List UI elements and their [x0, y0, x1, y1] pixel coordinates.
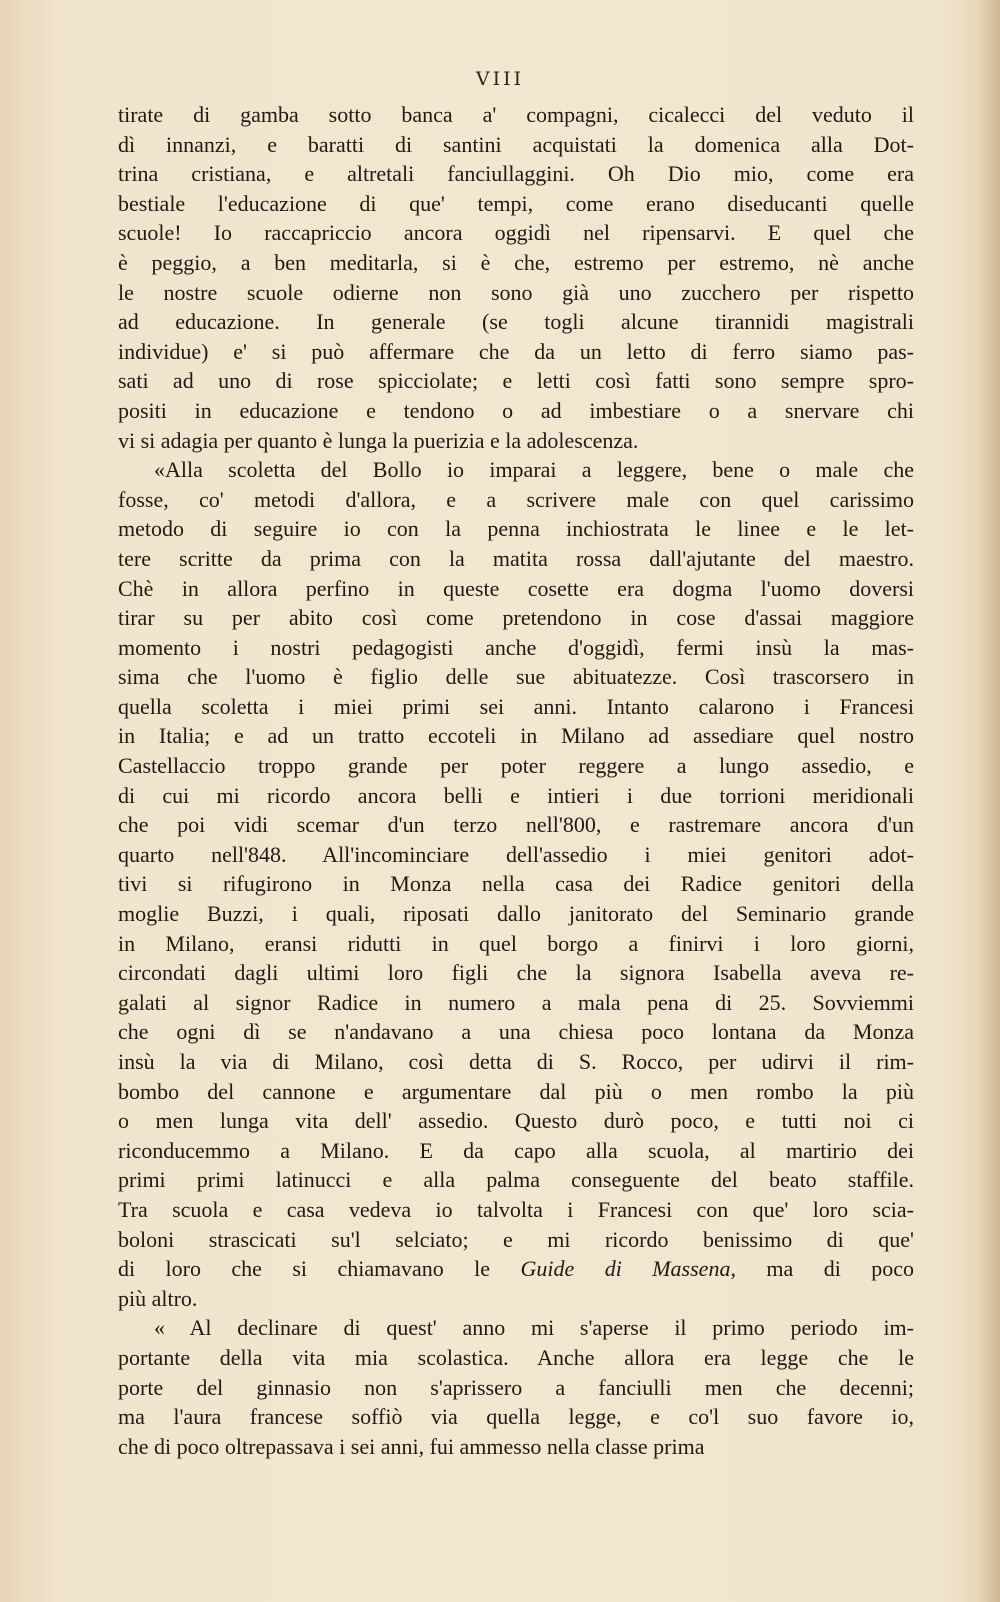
page-number: VIII: [475, 68, 525, 90]
text-line: tirar su per abito così come pretendono in cose d'assai maggiore: [118, 605, 914, 631]
text-line: quarto nell'848. All'incominciare dell'assedio i miei genitori adot-: [118, 841, 914, 867]
text-fragment: di loro che si chiamavano le: [118, 1256, 491, 1282]
text-line: è peggio, a ben meditarla, si è che, estremo per estremo, nè anche: [118, 249, 914, 275]
text-line: boloni strascicati su'l selciato; e mi ricordo benissimo di que': [118, 1226, 914, 1252]
text-line: scuole! Io raccapriccio ancora oggidì nel ripensarvi. E quel che: [118, 220, 914, 246]
italic-phrase: Guide di Massena: [520, 1256, 731, 1282]
text-line: porte del ginnasio non s'aprissero a fanciulli men che decenni;: [118, 1374, 914, 1400]
text-line: tere scritte da prima con la matita rossa dall'ajutante del maestro.: [118, 545, 914, 571]
text-line: tivi si rifugirono in Monza nella casa dei Radice genitori della: [118, 871, 914, 897]
text-line: ma l'aura francese soffiò via quella legge, e co'l suo favore io,: [118, 1404, 914, 1430]
text-line: bombo del cannone e argumentare dal più o men rombo la più: [118, 1078, 914, 1104]
text-line: moglie Buzzi, i quali, riposati dallo janitorato del Seminario grande: [118, 901, 914, 927]
text-line: sati ad uno di rose spicciolate; e letti così fatti sono sempre spro-: [118, 368, 914, 394]
text-line: quella scoletta i miei primi sei anni. Intanto calarono i Francesi: [118, 693, 914, 719]
text-line: in Italia; e ad un tratto eccoteli in Milano ad assediare quel nostro: [118, 723, 914, 749]
text-line: Castellaccio troppo grande per poter reggere a lungo assedio, e: [118, 753, 914, 779]
text-fragment: , ma di poco: [730, 1256, 914, 1282]
text-line: in Milano, eransi ridutti in quel borgo a finirvi i loro giorni,: [118, 930, 914, 956]
text-line: portante della vita mia scolastica. Anche allora era legge che le: [118, 1344, 914, 1370]
text-line: dì innanzi, e baratti di santini acquistati la domenica alla Dot-: [118, 131, 914, 157]
text-line: galati al signor Radice in numero a mala pena di 25. Sovviemmi: [118, 989, 914, 1015]
text-line: ad educazione. In generale (se togli alcune tirannidi magistrali: [118, 309, 914, 335]
text-line: che ogni dì se n'andavano a una chiesa poco lontana da Monza: [118, 1019, 914, 1045]
text-line: di cui mi ricordo ancora belli e intieri i due torrioni meridionali: [118, 782, 914, 808]
text-line: Chè in allora perfino in queste cosette era dogma l'uomo doversi: [118, 575, 914, 601]
text-line: « Al declinare di quest' anno mi s'aperse il primo periodo im-: [154, 1315, 914, 1341]
text-line: fosse, co' metodi d'allora, e a scrivere male con quel carissimo: [118, 486, 914, 512]
text-line: le nostre scuole odierne non sono già uno zucchero per rispetto: [118, 279, 914, 305]
text-line: individue) e' si può affermare che da un letto di ferro siamo pas-: [118, 338, 914, 364]
text-line: vi si adagia per quanto è lunga la puerizia e la adolescenza.: [118, 427, 639, 453]
text-line: circondati dagli ultimi loro figli che la signora Isabella aveva re-: [118, 960, 914, 986]
text-line: «Alla scoletta del Bollo io imparai a leggere, bene o male che: [154, 457, 914, 483]
text-line: che poi vidi scemar d'un terzo nell'800, e rastremare ancora d'un: [118, 812, 914, 838]
page-edge-shadow: [978, 0, 1000, 1602]
body-text: [118, 100, 914, 1461]
text-line: primi primi latinucci e alla palma conseguente del beato staffile.: [118, 1167, 914, 1193]
text-line: metodo di seguire io con la penna inchiostrata le linee e le let-: [118, 516, 914, 542]
text-line: riconducemmo a Milano. E da capo alla scuola, al martirio dei: [118, 1137, 914, 1163]
text-line: insù la via di Milano, così detta di S. Rocco, per udirvi il rim-: [118, 1049, 914, 1074]
text-line: o men lunga vita dell' assedio. Questo durò poco, e tutti noi ci: [118, 1108, 914, 1134]
text-line: tirate di gamba sotto banca a' compagni, cicalecci del veduto il: [118, 102, 914, 127]
text-line: positi in educazione e tendono o ad imbestiare o a snervare chi: [118, 397, 914, 423]
text-line: momento i nostri pedagogisti anche d'oggidì, fermi insù la mas-: [118, 634, 914, 660]
text-line: che di poco oltrepassava i sei anni, fui ammesso nella classe prima: [118, 1433, 705, 1459]
text-line: Tra scuola e casa vedeva io talvolta i Francesi con que' loro scia-: [118, 1196, 914, 1222]
text-line: trina cristiana, e altretali fanciullaggini. Oh Dio mio, come era: [118, 161, 914, 187]
text-line: più altro.: [118, 1285, 198, 1311]
text-line: sima che l'uomo è figlio delle sue abituatezze. Così trascorsero in: [118, 664, 914, 690]
text-line: bestiale l'educazione di que' tempi, come erano diseducanti quelle: [118, 190, 914, 216]
text-line-with-italic: [118, 1254, 914, 1284]
